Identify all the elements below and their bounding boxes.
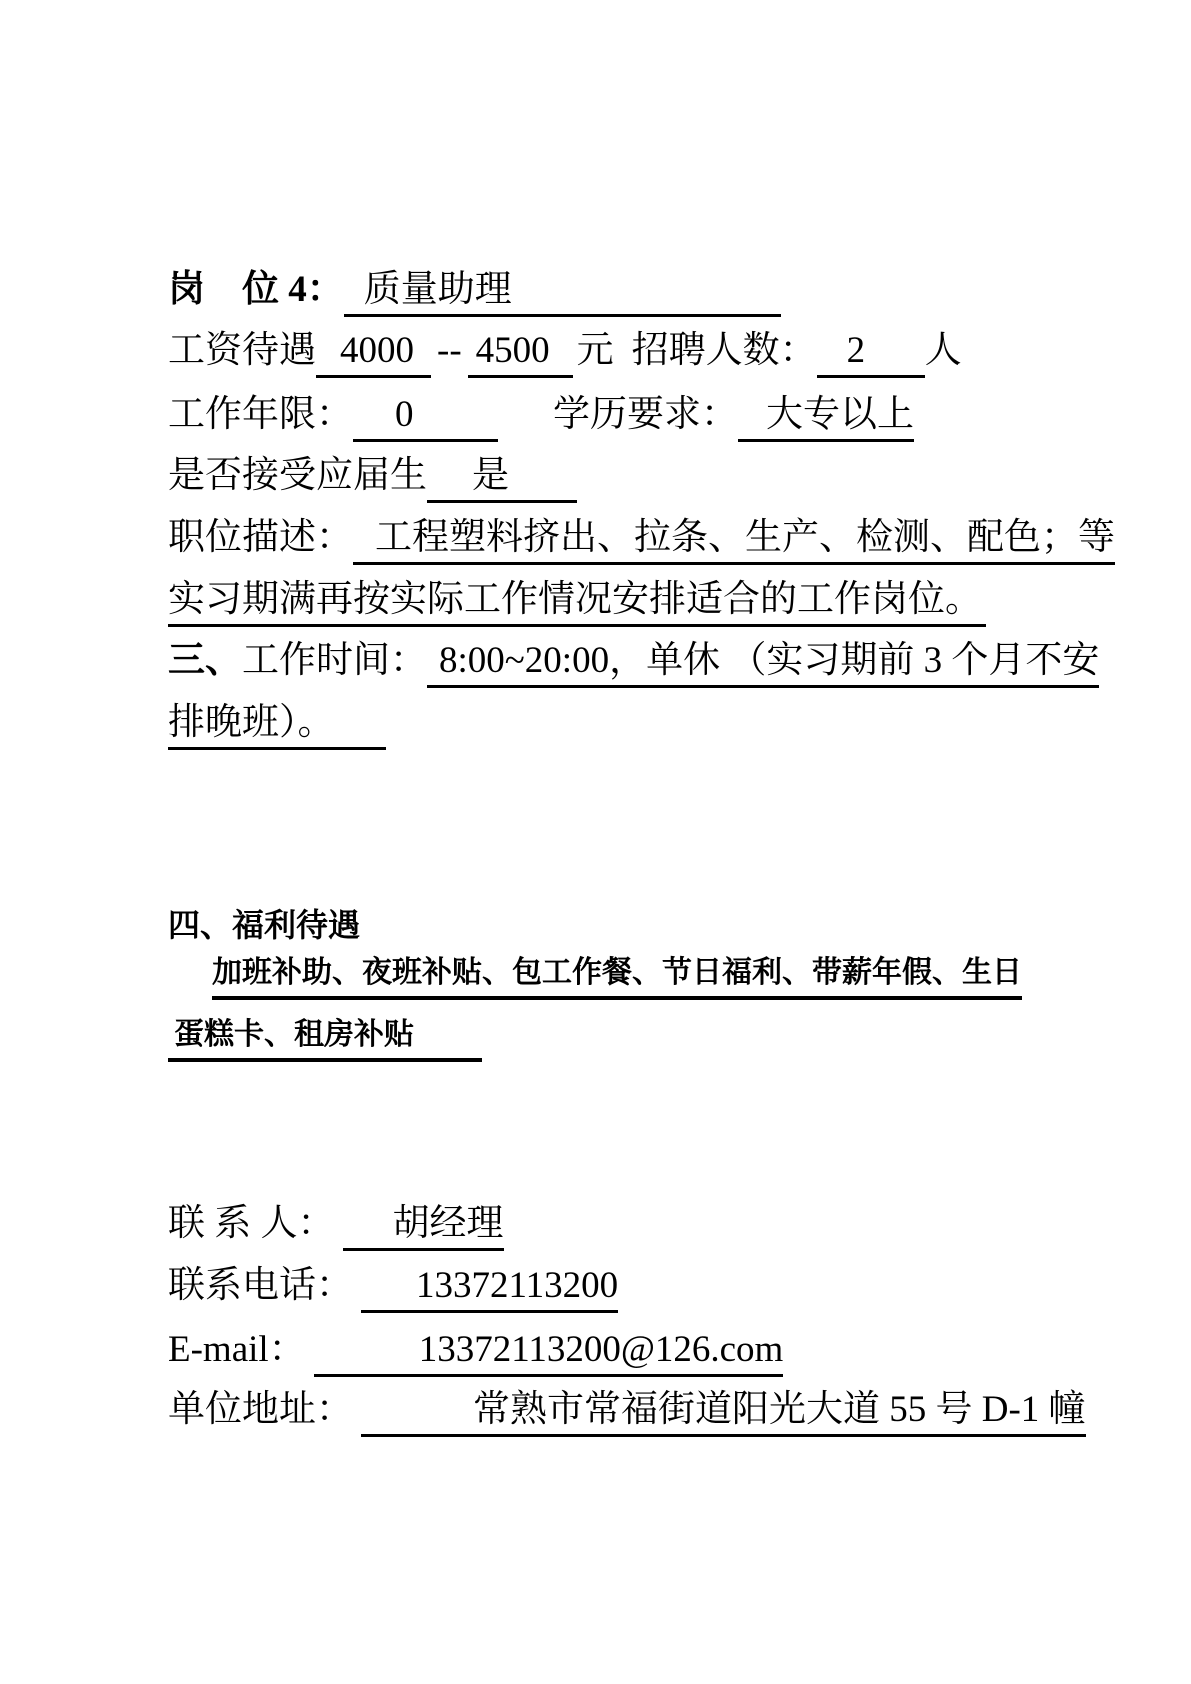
work-time-value-line2: 排晚班）。 [168, 700, 386, 750]
contact-phone-label: 联系电话： [168, 1265, 353, 1306]
email-field: 13372113200@126.com [314, 1327, 784, 1377]
salary-dash: -- [437, 330, 462, 371]
job-desc-line2 [168, 577, 986, 627]
job-desc-value-field: 工程塑料挤出、拉条、生产、检测、配色；等 [353, 515, 1115, 565]
recruit-label: 招聘人数： [631, 330, 817, 371]
address-field: 常熟市常福街道阳光大道 55 号 D-1 幢 [361, 1387, 1086, 1437]
job-desc-label: 职位描述： [168, 517, 353, 558]
work-time-line [168, 638, 1100, 688]
salary-line [168, 328, 962, 378]
address-line [168, 1387, 1086, 1437]
education-label: 学历要求： [553, 394, 738, 435]
position-label: 岗 位 4： [168, 269, 344, 310]
salary-max-field: 4500 [468, 328, 573, 378]
welfare-line2-text: 蛋糕卡、租房补贴 [168, 1012, 482, 1062]
email-line [168, 1327, 1010, 1377]
salary-label: 工资待遇 [168, 330, 316, 371]
contact-name-line [168, 1201, 1010, 1251]
position-value-field: 质量助理 [344, 267, 781, 317]
fresh-grad-line [168, 453, 577, 503]
salary-min-field: 4000 [316, 328, 431, 378]
job-desc-value-line2: 实习期满再按实际工作情况安排适合的工作岗位。 [168, 577, 986, 627]
welfare-line1-text: 加班补助、夜班补贴、包工作餐、节日福利、带薪年假、生日 [212, 950, 1022, 1000]
welfare-line1 [212, 950, 1022, 1000]
recruit-count-field: 2 [817, 328, 925, 378]
address-label: 单位地址： [168, 1389, 353, 1430]
experience-label: 工作年限： [168, 394, 353, 435]
education-value-field: 大专以上 [738, 392, 914, 442]
salary-unit: 元 [576, 330, 614, 371]
welfare-line2 [168, 1012, 482, 1062]
work-time-number: 三、 [168, 640, 242, 681]
contact-phone-line [168, 1263, 1010, 1313]
experience-line [168, 392, 1010, 442]
recruit-unit: 人 [924, 330, 962, 371]
email-label: E-mail： [168, 1329, 306, 1370]
contact-phone-field: 13372113200 [361, 1263, 618, 1313]
fresh-grad-label: 是否接受应届生 [168, 455, 427, 496]
work-time-line2 [168, 700, 386, 750]
work-time-label: 工作时间： [242, 640, 427, 681]
contact-name-label: 联 系 人： [168, 1203, 335, 1244]
job-desc-line [168, 515, 1115, 565]
contact-name-field: 胡经理 [343, 1201, 504, 1251]
experience-value-field: 0 [353, 392, 498, 442]
work-time-value-field: 8:00~20:00，单休 （实习期前 3 个月不安 [427, 638, 1099, 688]
fresh-grad-value-field: 是 [427, 453, 577, 503]
position-line [168, 267, 781, 317]
welfare-heading: 四、福利待遇 [168, 907, 361, 943]
